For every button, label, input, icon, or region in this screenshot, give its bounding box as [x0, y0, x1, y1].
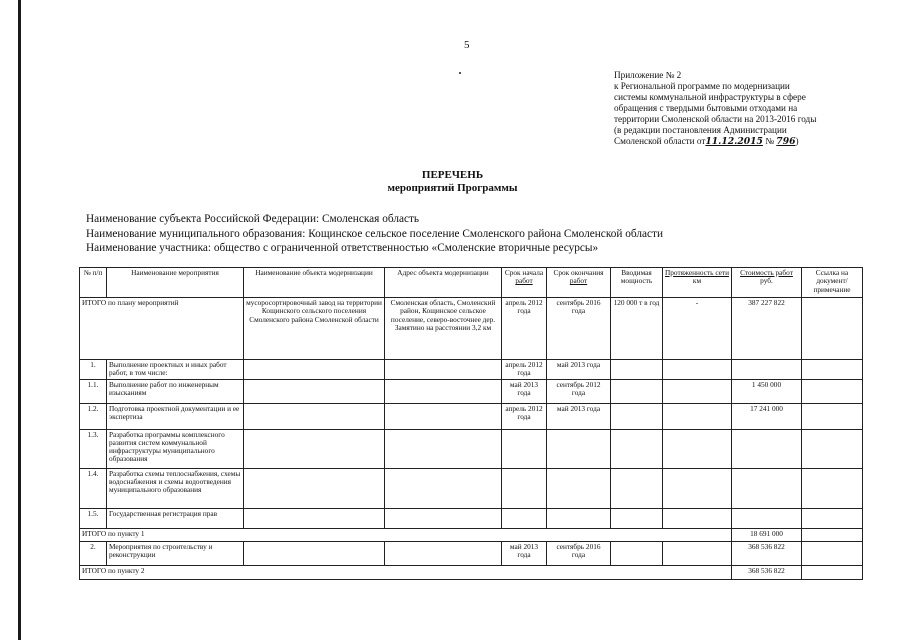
- row-name: Государственная регистрация прав: [107, 508, 244, 528]
- appendix-line: обращения с твердыми бытовыми отходами на: [614, 103, 798, 113]
- table-row: [80, 429, 863, 468]
- table-row: [80, 468, 863, 508]
- row-end: [547, 468, 611, 508]
- row-end: май 2013 года: [547, 360, 611, 380]
- appendix-line: к Региональной программе по модернизации: [614, 81, 790, 91]
- table-row-subtotal-1: [80, 528, 863, 541]
- row-num: 1.1.: [80, 379, 107, 403]
- row-address: [385, 541, 502, 565]
- total-ref: [802, 298, 863, 360]
- row-ref: [802, 541, 863, 565]
- row-name: Выполнение работ по инженерным изысканиям: [107, 379, 244, 403]
- row-capacity: [611, 541, 663, 565]
- subtotal-1-label: ИТОГО по пункту 1: [80, 528, 732, 541]
- header-cost: [732, 268, 802, 298]
- subtotal-2-cost: 368 536 822: [732, 565, 802, 579]
- row-end: сентябрь 2012 года: [547, 379, 611, 403]
- header-length-l1: Протяженность сети: [665, 268, 729, 277]
- title-line-2: мероприятий Программы: [387, 182, 518, 194]
- row-num: 2.: [80, 541, 107, 565]
- row-start: апрель 2012 года: [502, 403, 547, 429]
- row-num: 1.: [80, 360, 107, 380]
- row-capacity: [611, 429, 663, 468]
- row-cost: 17 241 000: [732, 403, 802, 429]
- total-address: Смоленская область, Смоленский район, Кощинское сельское поселение, северо-восточнее дер. Замятино на расстоянии 3,2 км: [385, 298, 502, 360]
- row-name: Разработка программы комплексного развития систем коммунальной инфраструктуры муниципального образования: [107, 429, 244, 468]
- meta-participant: Наименование участника: общество с ограниченной ответственностью «Смоленские вторичные ресурсы»: [86, 242, 599, 254]
- total-capacity: 120 000 т в год: [611, 298, 663, 360]
- meta-municipality: Наименование муниципального образования: Кощинское сельское поселение Смоленского района Смоленской области: [86, 227, 664, 240]
- subtotal-2-ref: [802, 565, 863, 579]
- row-cost: [732, 468, 802, 508]
- row-end: [547, 508, 611, 528]
- appendix-line: системы коммунальной инфраструктуры в сфере: [614, 92, 806, 102]
- page-number: 5: [464, 39, 470, 51]
- header-end-l2: работ: [569, 276, 588, 286]
- header-start-l2: работ: [515, 276, 533, 286]
- row-length: [663, 379, 732, 403]
- row-start: апрель 2012 года: [502, 360, 547, 380]
- appendix-close: ): [795, 136, 799, 146]
- row-num: 1.2.: [80, 403, 107, 429]
- left-margin-bar: [18, 0, 21, 640]
- meta-subject: Наименование субъекта Российской Федерации: Смоленская область: [86, 213, 420, 225]
- row-ref: [802, 403, 863, 429]
- row-ref: [802, 379, 863, 403]
- document-meta: [86, 212, 663, 256]
- row-object: [244, 541, 385, 565]
- row-ref: [802, 429, 863, 468]
- row-cost: 368 536 822: [732, 541, 802, 565]
- row-length: [663, 468, 732, 508]
- appendix-date-prefix: Смоленской области от: [614, 136, 706, 146]
- header-length-l2: км: [692, 276, 702, 286]
- row-cost: 1 450 000: [732, 379, 802, 403]
- row-start: май 2013 года: [502, 379, 547, 403]
- row-length: [663, 429, 732, 468]
- document-title: [0, 169, 905, 195]
- row-start: [502, 429, 547, 468]
- row-address: [385, 360, 502, 380]
- header-length: [663, 268, 732, 298]
- appendix-line: (в редакции постановления Администрации: [614, 125, 787, 135]
- header-cost-l1: Стоимость работ: [740, 268, 793, 277]
- row-start: [502, 468, 547, 508]
- row-start: [502, 508, 547, 528]
- number-prefix: №: [765, 136, 774, 146]
- row-name: Выполнение проектных и иных работ работ, в том числе:: [107, 360, 244, 380]
- title-line-1: ПЕРЕЧЕНЬ: [421, 169, 484, 181]
- header-address: Адрес объекта модернизации: [385, 268, 502, 298]
- total-cost: 387 227 822: [732, 298, 802, 360]
- table-header-row: [80, 268, 863, 298]
- appendix-header: [614, 70, 854, 147]
- row-object: [244, 429, 385, 468]
- total-end: сентябрь 2016 года: [547, 298, 611, 360]
- row-end: май 2013 года: [547, 403, 611, 429]
- row-address: [385, 429, 502, 468]
- row-address: [385, 508, 502, 528]
- row-capacity: [611, 403, 663, 429]
- handwritten-date: 11.12.2015: [705, 136, 763, 147]
- table-row: [80, 379, 863, 403]
- total-start: апрель 2012 года: [502, 298, 547, 360]
- row-capacity: [611, 360, 663, 380]
- header-num: № п/п: [80, 268, 107, 298]
- row-capacity: [611, 379, 663, 403]
- row-num: 1.3.: [80, 429, 107, 468]
- header-cost-l2: руб.: [760, 276, 773, 286]
- header-end: [547, 268, 611, 298]
- subtotal-2-label: ИТОГО по пункту 2: [80, 565, 732, 579]
- row-address: [385, 379, 502, 403]
- table-row-total: [80, 298, 863, 360]
- row-length: [663, 360, 732, 380]
- row-start: май 2013 года: [502, 541, 547, 565]
- subtotal-1-cost: 18 691 000: [732, 528, 802, 541]
- row-capacity: [611, 468, 663, 508]
- appendix-line: Приложение № 2: [614, 70, 682, 80]
- row-cost: [732, 508, 802, 528]
- row-cost: [732, 360, 802, 380]
- row-object: [244, 403, 385, 429]
- table-row: [80, 360, 863, 380]
- table-row: [80, 508, 863, 528]
- header-end-l1: Срок окончания: [553, 268, 604, 277]
- appendix-line-date: [614, 136, 854, 147]
- total-length: -: [663, 298, 732, 360]
- row-object: [244, 360, 385, 380]
- row-object: [244, 508, 385, 528]
- total-object: мусоросортировочный завод на территории Кощинского сельского поселения Смоленского района Смоленской области: [244, 298, 385, 360]
- row-length: [663, 541, 732, 565]
- row-length: [663, 508, 732, 528]
- appendix-line: территории Смоленской области на 2013-2016 годы: [614, 114, 817, 124]
- row-ref: [802, 468, 863, 508]
- header-start-l1: Срок начала: [504, 268, 544, 277]
- row-end: сентябрь 2016 года: [547, 541, 611, 565]
- row-capacity: [611, 508, 663, 528]
- header-start: [502, 268, 547, 298]
- header-ref: Ссылка на документ/ примечание: [802, 268, 863, 298]
- table-row: [80, 541, 863, 565]
- header-object: Наименование объекта модернизации: [244, 268, 385, 298]
- plan-table: [79, 267, 863, 580]
- row-name: Подготовка проектной документации и ее экспертиза: [107, 403, 244, 429]
- subtotal-1-ref: [802, 528, 863, 541]
- row-end: [547, 429, 611, 468]
- row-object: [244, 379, 385, 403]
- total-label: ИТОГО по плану мероприятий: [80, 298, 244, 360]
- row-name: Мероприятия по строительству и реконструкции: [107, 541, 244, 565]
- handwritten-number: 796: [776, 136, 796, 147]
- row-object: [244, 468, 385, 508]
- row-ref: [802, 508, 863, 528]
- row-num: 1.5.: [80, 508, 107, 528]
- header-name: Наименование мероприятия: [107, 268, 244, 298]
- row-ref: [802, 360, 863, 380]
- row-num: 1.4.: [80, 468, 107, 508]
- row-length: [663, 403, 732, 429]
- header-capacity: Вводимая мощность: [611, 268, 663, 298]
- row-name: Разработка схемы теплоснабжения, схемы водоснабжения и схемы водоотведения муниципального образования: [107, 468, 244, 508]
- scan-dot: [459, 72, 461, 74]
- table-row-subtotal-2: [80, 565, 863, 579]
- table-row: [80, 403, 863, 429]
- row-cost: [732, 429, 802, 468]
- row-address: [385, 403, 502, 429]
- row-address: [385, 468, 502, 508]
